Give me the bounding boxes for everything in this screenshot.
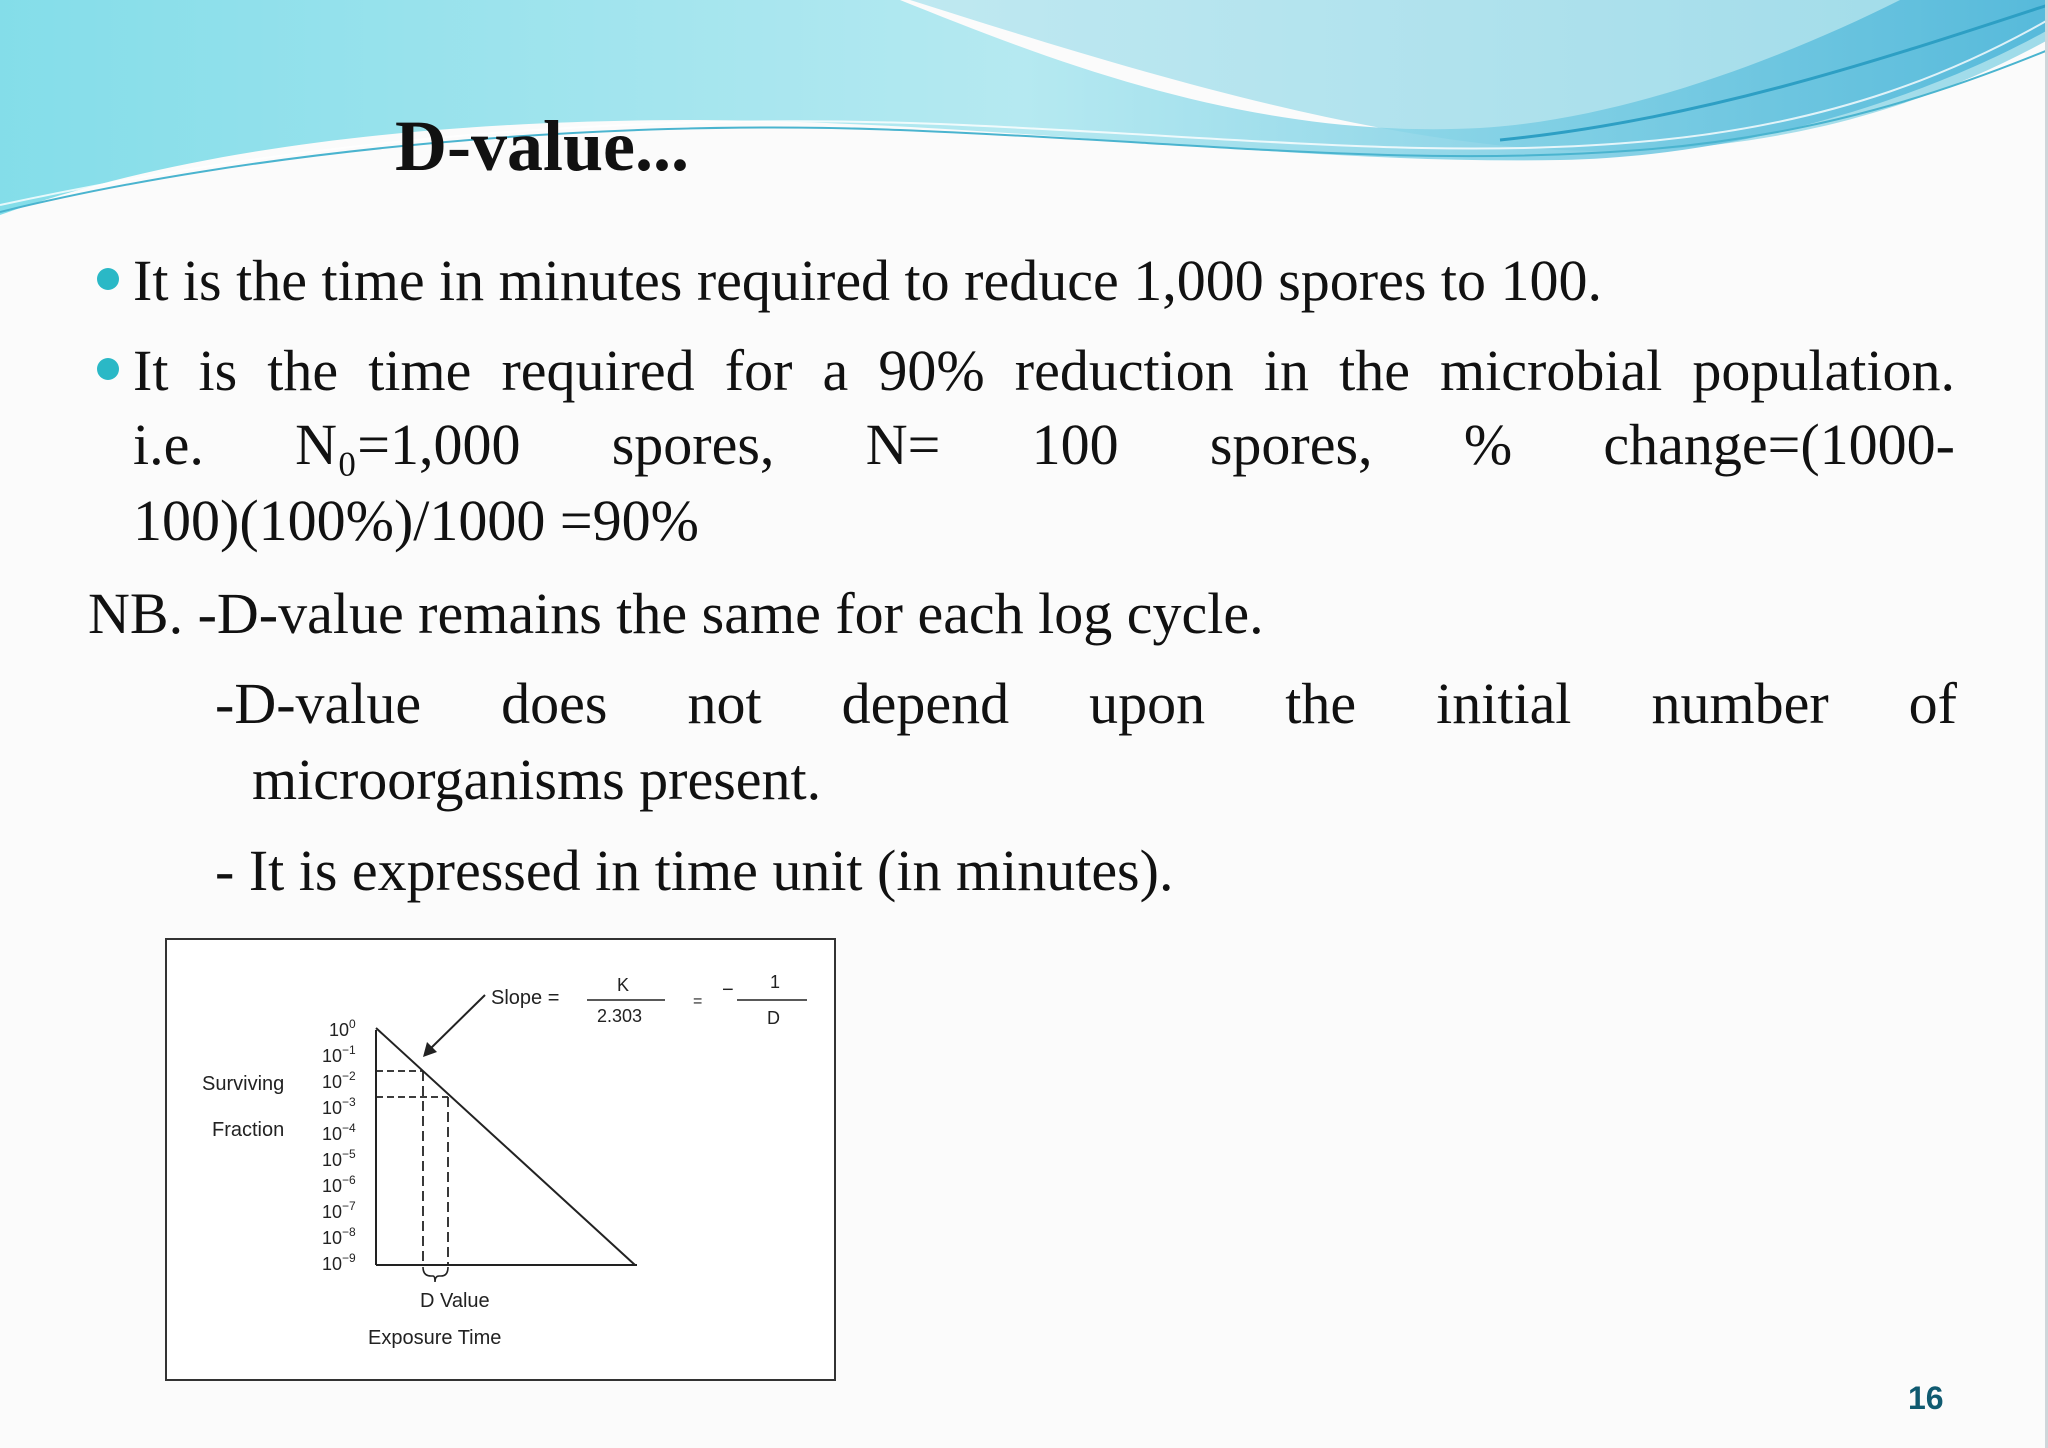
fraction-2-numerator: 1 — [770, 972, 781, 992]
ylabel-line-2: Fraction — [212, 1119, 285, 1141]
slope-numerator: K — [617, 975, 630, 995]
xlabel: Exposure Time — [368, 1327, 502, 1349]
header-wave-decoration — [0, 0, 2048, 230]
y-tick-label: $10^{-2}$ — [322, 1069, 356, 1092]
survival-curve-figure — [165, 938, 836, 1381]
survival-line — [376, 1028, 635, 1265]
page-number: 16 — [1908, 1380, 1944, 1416]
y-tick-label: $10^0$ — [329, 1017, 356, 1040]
y-tick-labels — [322, 1017, 356, 1274]
minus-sign: − — [722, 979, 734, 1001]
bullet-2-continuation-line-1: i.e. N₀=1,000 spores, N= 100 spores, % change=(1000- — [133, 412, 1955, 477]
slope-arrow — [429, 995, 485, 1050]
slope-denominator: 2.303 — [597, 1006, 643, 1026]
d-value-label: D Value — [420, 1290, 490, 1312]
y-tick-label: $10^{-6}$ — [322, 1173, 356, 1196]
y-tick-label: $10^{-5}$ — [322, 1147, 356, 1170]
slope-label: Slope = — [491, 987, 560, 1009]
bullet-1-text: It is the time in minutes required to reduce 1,000 spores to 100. — [133, 248, 1603, 313]
nb-item-2: - It is expressed in time unit (in minutes). — [215, 838, 1174, 903]
ylabel-line-1: Surviving — [202, 1073, 285, 1095]
y-tick-label: $10^{-8}$ — [322, 1225, 356, 1248]
bullet-2-continuation-line-2: 100)(100%)/1000 =90% — [133, 488, 699, 553]
y-tick-label: $10^{-9}$ — [322, 1251, 356, 1274]
y-tick-label: $10^{-4}$ — [322, 1121, 356, 1144]
y-tick-label: $10^{-7}$ — [322, 1199, 356, 1222]
bullet-dot — [97, 268, 119, 290]
fraction-2-denominator: D — [767, 1008, 780, 1028]
nb-item-1-line-2: microorganisms present. — [252, 747, 822, 812]
survival-curve-diagram — [167, 940, 834, 1379]
d-value-brace — [423, 1267, 448, 1282]
bullet-2-text: It is the time required for a 90% reduction in the microbial population. — [133, 338, 1955, 403]
y-tick-label: $10^{-1}$ — [322, 1043, 356, 1066]
equals-sign: = — [693, 993, 703, 1010]
nb-line: NB. -D-value remains the same for each log cycle. — [88, 581, 1264, 646]
nb-item-1-line-1: -D-value does not depend upon the initial number of — [215, 671, 1957, 736]
slide-title: D-value... — [395, 106, 689, 186]
bullet-dot — [97, 358, 119, 380]
y-tick-label: $10^{-3}$ — [322, 1095, 356, 1118]
